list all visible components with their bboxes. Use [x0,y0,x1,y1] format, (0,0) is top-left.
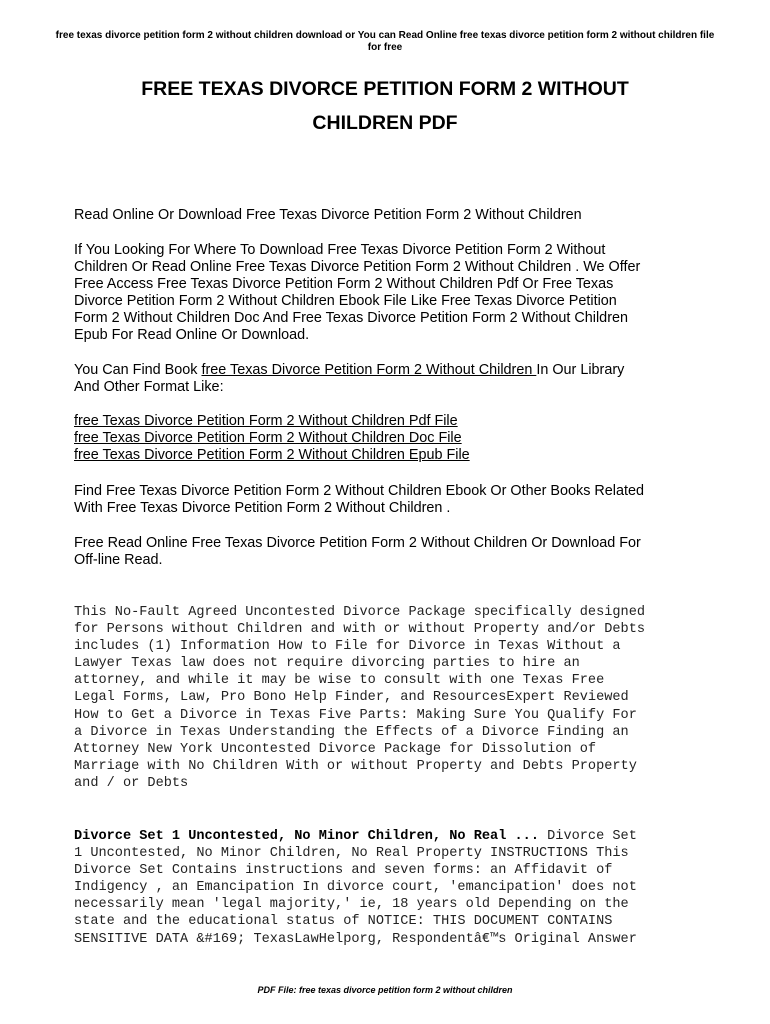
description-line: Lawyer Texas law does not require divorcing parties to hire an [74,656,580,672]
document-title [40,72,730,140]
paragraph-line: With Free Texas Divorce Petition Form 2 Without Children . [74,500,451,516]
description-line: How to Get a Divorce in Texas Five Parts: Making Sure You Qualify For [74,707,637,723]
book-link[interactable]: free Texas Divorce Petition Form 2 Without Children [201,362,537,378]
description-line: includes (1) Information How to File for Divorce in Texas Without a [74,639,621,655]
description-line: Legal Forms, Law, Pro Bono Help Finder, and ResourcesExpert Reviewed [74,690,629,706]
description-line: necessarily mean 'legal majority,' ie, 18 years old Depending on the [74,897,629,913]
find-book-prefix: You Can Find Book [74,362,202,378]
doc-file-link[interactable]: free Texas Divorce Petition Form 2 Without Children Doc File [74,430,462,446]
paragraph-line: Children Or Read Online Free Texas Divorce Petition Form 2 Without Children . We Offer [74,259,641,275]
package-description [74,604,744,792]
paragraph-line: Free Read Online Free Texas Divorce Petition Form 2 Without Children Or Download For [74,535,641,551]
title-line: CHILDREN PDF [312,112,458,134]
description-line: Indigency , an Emancipation In divorce court, 'emancipation' does not [74,880,637,896]
pdf-file-link[interactable]: free Texas Divorce Petition Form 2 Without Children Pdf File [74,413,458,429]
paragraph-line: Free Access Free Texas Divorce Petition Form 2 Without Children Pdf Or Free Texas [74,276,614,292]
header-line: free texas divorce petition form 2 without children download or You can Read Online free texas divorce petition form 2 without children file [55,30,715,41]
paragraph-line: Form 2 Without Children Doc And Free Texas Divorce Petition Form 2 Without Children [74,310,628,326]
paragraph-line: Off-line Read. [74,552,163,568]
description-line [74,828,744,845]
divorce-set-lead: Divorce Set [538,829,637,844]
looking-paragraph [74,242,724,344]
divorce-set-description [74,828,744,948]
format-links-list [74,413,724,464]
description-line: for Persons without Children and with or without Property and/or Debts [74,622,646,638]
paragraph-line: Find Free Texas Divorce Petition Form 2 Without Children Ebook Or Other Books Related [74,483,645,499]
description-line: state and the educational status of NOTICE: THIS DOCUMENT CONTAINS [74,914,613,930]
epub-file-link[interactable]: free Texas Divorce Petition Form 2 Without Children Epub File [74,447,470,463]
divorce-set-heading: Divorce Set 1 Uncontested, No Minor Children, No Real ... [74,829,539,844]
page-header [30,30,740,54]
title-line: FREE TEXAS DIVORCE PETITION FORM 2 WITHOUT [141,78,629,100]
paragraph-line: And Other Format Like: [74,379,224,395]
intro-text: Read Online Or Download Free Texas Divorce Petition Form 2 Without Children [74,207,582,223]
page-footer: PDF File: free texas divorce petition form 2 without children [257,985,513,995]
intro-paragraph [74,207,724,224]
description-line: a Divorce in Texas Understanding the Effects of a Divorce Finding an [74,724,629,740]
find-book-paragraph [74,362,724,396]
paragraph-line: Divorce Petition Form 2 Without Children Ebook File Like Free Texas Divorce Petition [74,293,617,309]
description-line: Divorce Set Contains instructions and seven forms: an Affidavit of [74,863,613,879]
header-line: for free [367,42,403,53]
description-line: 1 Uncontested, No Minor Children, No Real Property INSTRUCTIONS This [74,846,629,862]
find-book-suffix: In Our Library [536,362,625,378]
description-line: attorney, and while it may be wise to consult with one Texas Free [74,673,605,689]
description-line: Marriage with No Children With or without Property and Debts Property [74,758,637,774]
description-line: SENSITIVE DATA &#169; TexasLawHelporg, Respondentâ€™s Original Answer [74,931,637,947]
paragraph-line: Epub For Read Online Or Download. [74,327,310,343]
paragraph-line [74,362,724,379]
paragraph-line: If You Looking For Where To Download Free Texas Divorce Petition Form 2 Without [74,242,606,258]
read-online-paragraph [74,535,724,569]
related-paragraph [74,483,724,517]
description-line: This No-Fault Agreed Uncontested Divorce Package specifically designed [74,605,646,620]
description-line: Attorney New York Uncontested Divorce Package for Dissolution of [74,741,597,757]
description-line: and / or Debts [74,775,189,791]
